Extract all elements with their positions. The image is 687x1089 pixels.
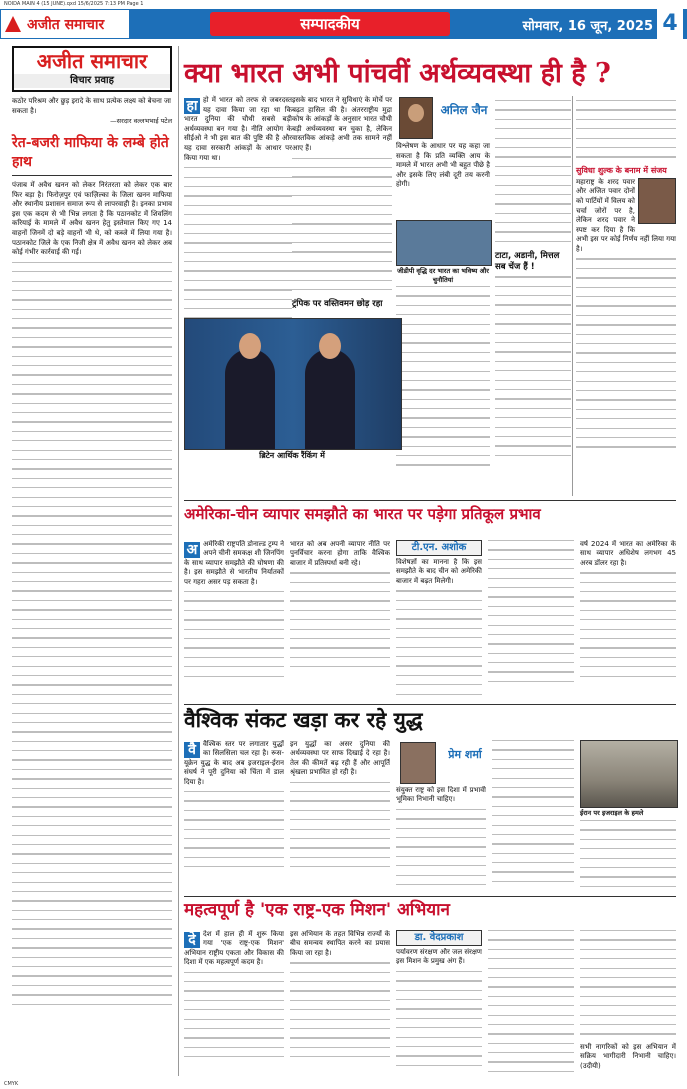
article4-col5-text: सभी नागरिकों को इस अभियान में सक्रिय भागीदारी निभानी चाहिए। (उदीयी): [580, 1042, 676, 1070]
article4-col1-text: देश में हाल ही में शुरू किया गया 'एक राष्ट्र-एक मिशन' अभियान राष्ट्रीय एकता और विकास की दिशा में एक महत्वपूर्ण कदम है।: [184, 930, 284, 967]
dropcap: हा: [184, 98, 200, 114]
editorial-intro: पंजाब में अवैध खनन को लेकर निरंतरता को लेकर एक बार फिर बड़ा है। फिरोज़पुर एवं फाज़िल्का के जिला खनन माफिया और स्थानीय प्रशासन समाज रूप से लापरवाही है। इनका प्रभाव इस एक कदम से भी भिन्न लगता है कि पठानकोट में शिवलिंग करियाई के मामले में अवैध खनन हेतु इस्तेमाल किए गए 14 वाहनों जिनमें दो बड़े वाहनों भी थे, को कब्जे में लिया गया है। पठानकोट जिले के एक निजी क्षेत्र में अवैध खनन को लेकर अब कोई गंभीर कार्रवाई की गई।: [12, 181, 172, 257]
article4-col2: [290, 930, 390, 1076]
article2-headline[interactable]: अमेरिका-चीन व्यापार समझौते का भारत पर पड़ेगा प्रतिकूल प्रभाव: [184, 505, 541, 523]
lead-col1-text: हो में भारत को तरफ से जबरदस्त यह दावा किया जा रहा था कि भारत दुनिया की चौथी सबसे बड़ी अर्थव्यवस्था बन गया है। नीति आयोग के सीईओ ने भी इस बात की पुष्टि की है और यह दावा सरकारी आंकड़ों के आधार पर किया गया था।: [184, 96, 292, 162]
article4-col3: [396, 948, 482, 1076]
war-photo: [580, 740, 678, 808]
article3-col5: [580, 820, 676, 892]
daily-quote: कठोर परिश्रम और छुड़ इरादे के साथ प्रत्येक लक्ष्य को बेचना जा सकता है।: [12, 97, 171, 115]
lead-author: अनिल जैन: [440, 103, 488, 117]
article4-col1: [184, 930, 284, 1076]
article2-col5: [580, 540, 676, 700]
article3-col4: [492, 740, 574, 892]
politicians-photo: [184, 318, 402, 450]
article2-col1-text: अमेरिकी राष्ट्रपति डोनाल्ड ट्रम्प ने अपने चीनी समकक्ष शी जिनपिंग के साथ व्यापार समझौते की घोषणा की है। इस समझौते से भारतीय निर्यातकों पर गहरा असर पड़ सकता है।: [184, 540, 284, 586]
article4-col4: [488, 930, 574, 1076]
article3-author: प्रेम शर्मा: [448, 748, 482, 761]
brand-title: अजीत समाचार: [36, 49, 148, 73]
section-rule: [184, 896, 676, 897]
section-rule: [184, 500, 676, 501]
logo-flame-icon: [5, 16, 21, 32]
footer-strip: CMYK: [4, 1081, 19, 1087]
lead-col4-lines: [495, 100, 571, 242]
person-figure: [305, 349, 355, 449]
article2-author: टी.एन. अशोक: [396, 540, 482, 556]
article3-col3: [396, 786, 486, 892]
article3-col1: [184, 740, 284, 892]
article2-col4: [488, 540, 574, 700]
sidebar-headline[interactable]: सुविधा शुल्क के बनाम में संजय: [576, 165, 667, 175]
author-photo-prem-sharma: [400, 742, 436, 784]
author-photo-anil-jain: [399, 97, 433, 139]
editorial-body-lines: [12, 262, 172, 1005]
article2-col2-text: भारत को अब अपनी व्यापार नीति पर पुनर्विचार करना होगा ताकि वैश्विक बाजार में प्रतिस्पर्धा बनी रहे।: [290, 540, 390, 567]
lead-subhead-1: ट्रंपिक पर वस्तिवमन छोड़ रहा: [292, 299, 383, 310]
article2-col2: [290, 540, 390, 700]
small-photo-caption: जीडीपी वृद्धि दर भारत का भविष्य और चुनौतियां: [397, 267, 489, 284]
lead-column-3: [396, 142, 490, 220]
article2-col3-text: विशेषज्ञों का मानना है कि इस समझौते के बाद चीन को अमेरिकी बाजार में बढ़त मिलेगी।: [396, 558, 482, 585]
column-divider: [178, 46, 179, 1076]
logo-text: अजीत समाचार: [27, 17, 105, 33]
column-divider: [572, 96, 573, 496]
lead-col1-lines: [184, 167, 292, 337]
section-label: सम्पादकीय: [210, 12, 450, 36]
lead-column-4: [495, 96, 571, 496]
lead-headline[interactable]: क्या भारत अभी पांचवीं अर्थव्यवस्था ही है ?: [184, 58, 611, 89]
section-rule: [184, 704, 676, 705]
article4-col2-text: इस अभियान के तहत विभिन्न राज्यों के बीच समन्वय स्थापित करने का प्रयास किया जा रहा है।: [290, 930, 390, 957]
lead-column-3b: [396, 282, 490, 482]
sidebar-column: [576, 96, 676, 496]
lead-col4-lines-b: [495, 276, 571, 456]
article3-col2: [290, 740, 390, 892]
sidebar-lines-top: [576, 100, 676, 158]
lead-subhead-2: टाटा, अडानी, मित्तल सब चेंज हैं !: [495, 251, 560, 273]
editorial-column: [12, 46, 172, 1076]
sidebar-lines: [576, 258, 676, 447]
article4-author: डा. वेदप्रकाश: [396, 930, 482, 946]
dropcap: अ: [184, 542, 200, 558]
sidebar-body: महाराष्ट्र के शरद पवार और अजित पवार दोनों को पार्टियों में विलय को चर्चा जोरों पर है, लेकिन शरद पवार ने स्पष्ट कर दिया है कि अभी इस पर कोई निर्णय नहीं लिया गया है।: [576, 177, 676, 253]
editorial-headline[interactable]: रेत-बजरी माफिया के लम्बे होते हाथ: [12, 133, 172, 176]
small-news-photo: [396, 220, 492, 266]
war-photo-caption: ईरान पर इजराइल के हमले: [580, 809, 644, 817]
newspaper-logo[interactable]: [0, 9, 130, 39]
lead-col3-text: विश्लेषण के आधार पर यह कहा जा सकता है कि प्रति व्यक्ति आय के मामले में भारत अभी भी बहुत पीछे है और इसके लिए लंबी दूरी तय करनी होगी।: [396, 142, 490, 189]
masthead: [0, 9, 687, 39]
issue-date: सोमवार, 16 जून, 2025: [522, 19, 653, 34]
article4-headline[interactable]: महत्वपूर्ण है 'एक राष्ट्र-एक मिशन' अभियान: [184, 900, 450, 920]
brand-box: [12, 46, 172, 92]
dropcap: दे: [184, 932, 200, 948]
lead-photo-caption: ब्रिटेन आर्थिक रैंकिंग में: [259, 451, 325, 460]
person-figure: [225, 349, 275, 449]
article4-col3-text: पर्यावरण संरक्षण और जल संरक्षण इस मिशन के प्रमुख अंग हैं।: [396, 948, 482, 966]
print-strip: NOIDA MAIN 4 (15 JUNE).qxd 15/6/2025 7:13 PM Page 1: [4, 1, 144, 7]
lead-col2-lines: [292, 158, 392, 291]
brand-subtitle: विचार प्रवाह: [14, 74, 170, 88]
quote-source: —सरदार वल्लभभाई पटेल: [110, 117, 172, 125]
article2-col1: [184, 540, 284, 700]
lead-col2-text: इसके बाद भारत ने सुविधाएं के मोर्चे पर बढ़त हासिल की है। अंतरराष्ट्रीय मुद्रा कोष के आंकड़ों के अनुसार भारत चौथी बड़ी अर्थव्यवस्था बन चुका है, लेकिन वास्तविक आंकड़े अभी तक सामने नहीं आए हैं।: [292, 96, 392, 152]
page-number: 4: [657, 9, 683, 39]
article2-col3: [396, 558, 482, 700]
article3-col1-text: वैश्विक स्तर पर लगातार युद्धों का सिलसिला चल रहा है। रूस-यूक्रेन युद्ध के बाद अब इजराइल-ईरान संघर्ष ने पूरी दुनिया को चिंता में डाल दिया है।: [184, 740, 284, 786]
dropcap: वै: [184, 742, 200, 758]
article4-col5: [580, 930, 676, 1076]
lead-col3b-lines: [396, 286, 490, 466]
sidebar-photo: [638, 178, 676, 224]
article3-col3-text: संयुक्त राष्ट्र को इस दिशा में प्रभावी भूमिका निभानी चाहिए।: [396, 786, 486, 804]
article3-col2-text: इन युद्धों का असर दुनिया की अर्थव्यवस्था पर साफ दिखाई दे रहा है। तेल की कीमतें बढ़ रही हैं और आपूर्ति श्रृंखला प्रभावित हो रही है।: [290, 740, 390, 777]
article3-headline[interactable]: वैश्विक संकट खड़ा कर रहे युद्ध: [184, 707, 423, 732]
article2-col5-text: वर्ष 2024 में भारत का अमेरिका के साथ व्यापार अधिशेष लगभग 45 अरब डॉलर रहा है।: [580, 540, 676, 567]
